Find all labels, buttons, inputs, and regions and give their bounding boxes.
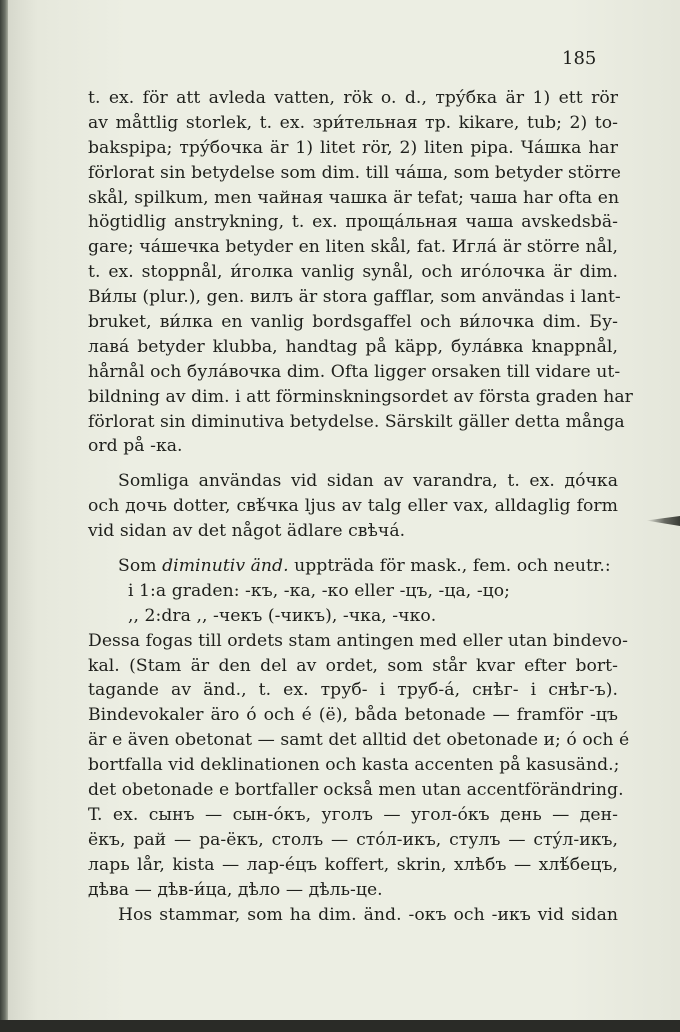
text-line: och дочь dotter, свѣ́чка ljus av talg eller vax, alldaglig form	[88, 496, 618, 517]
text-line: Dessa fogas till ordets stam antingen med eller utan bindevo-	[88, 630, 628, 651]
text-line: högtidlig anstrykning, t. ex. прощáльная чаша avskedsbä-	[88, 212, 618, 233]
text-line: Ви́лы (plur.), gen. вилъ är stora gafflar, som användas i lant-	[88, 287, 621, 308]
text-line: bildning av dim. i att förminskningsordet av första graden har	[88, 386, 633, 407]
paragraph-gap	[88, 544, 618, 554]
text-line: av måttlig storlek, t. ex. зри́тельная тр. kikare, tub; 2) to-	[88, 112, 618, 133]
text-line: det obetonade e bortfaller också men utan accentförändring.	[88, 780, 624, 801]
text-line: tagande av änd., t. ex. труб- i труб-á, снѣг- i снѣг-ъ).	[88, 680, 618, 701]
scan-bottom-edge	[0, 1020, 680, 1032]
text-line: дѣва — дѣв-и́ца, дѣло — дѣль-це.	[88, 879, 383, 900]
text-line: gare; чáшечка betyder en liten skål, fat. Иглá är större nål,	[88, 237, 618, 258]
text-line: är e även obetonat — samt det alltid det obetonade и; ó och é	[88, 730, 630, 751]
body-text	[88, 86, 633, 927]
text-line: ord på -ка.	[88, 436, 183, 457]
text-line: Hos stammar, som ha dim. änd. -окъ och -икъ vid sidan	[118, 904, 618, 925]
text-line: Bindevokaler äro ó och é (ё), båda betonade — framför -цъ	[88, 705, 618, 726]
text-line: kal. (Stam är den del av ordet, som står kvar efter bort-	[88, 655, 618, 676]
text-line: t. ex. stoppnål, и́голка vanlig synål, och игóлочка är dim.	[88, 262, 618, 283]
text-line: Somliga användas vid sidan av varandra, t. ex. дóчка	[118, 471, 618, 492]
text-line: vid sidan av det något ädlare свѣчá.	[88, 521, 406, 542]
text-line: bakspipa; трýбочка är 1) litet rör, 2) liten pipa. Чáшка har	[88, 137, 618, 158]
text-line: bruket, ви́лка en vanlig bordsgaffel och ви́лочка dim. Бу-	[88, 312, 618, 333]
text-fragment: uppträda för mask., fem. och neutr.:	[294, 556, 611, 577]
text-line: t. ex. för att avleda vatten, rök o. d., трýбка är 1) ett rör	[88, 88, 618, 108]
text-line: ,, 2:dra ,, -чекъ (-чикъ), -чка, -чко.	[128, 605, 437, 626]
text-line: ларь lår, kista — лар-éцъ koffert, skrin, хлѣбъ — хлѣ́бецъ,	[88, 854, 618, 875]
text-line: förlorat sin diminutiva betydelse. Särskilt gäller detta många	[88, 411, 625, 432]
book-gutter-shadow	[0, 0, 8, 1032]
text-line: T. ex. сынъ — сын-óкъ, уголъ — угол-óкъ день — ден-	[88, 804, 618, 825]
text-line: hårnål och булáвочка dim. Ofta ligger orsaken till vidare ut-	[88, 361, 621, 382]
page-number: 185	[562, 48, 597, 69]
text-line: bortfalla vid deklinationen och kasta accenten på kasusänd.;	[88, 755, 620, 776]
paragraph-gap	[88, 459, 618, 469]
text-line: лавá betyder klubba, handtag på käpp, булáвка knappnål,	[88, 336, 618, 357]
text-line: i 1:a graden: -къ, -ка, -ко eller -цъ, -ца, -цо;	[128, 580, 511, 601]
text-fragment: Som	[118, 556, 157, 577]
text-line: skål, spilkum, men чайная чашка är tefat; чаша har ofta en	[88, 187, 620, 208]
text-line: förlorat sin betydelse som dim. till чáша, som betyder större	[88, 162, 621, 183]
italic-term: diminutiv änd.	[162, 556, 289, 577]
text-line: ёкъ, рай — ра-ёкъ, столъ — стóл-икъ, стулъ — стýл-икъ,	[88, 829, 618, 850]
text-line	[88, 554, 618, 579]
